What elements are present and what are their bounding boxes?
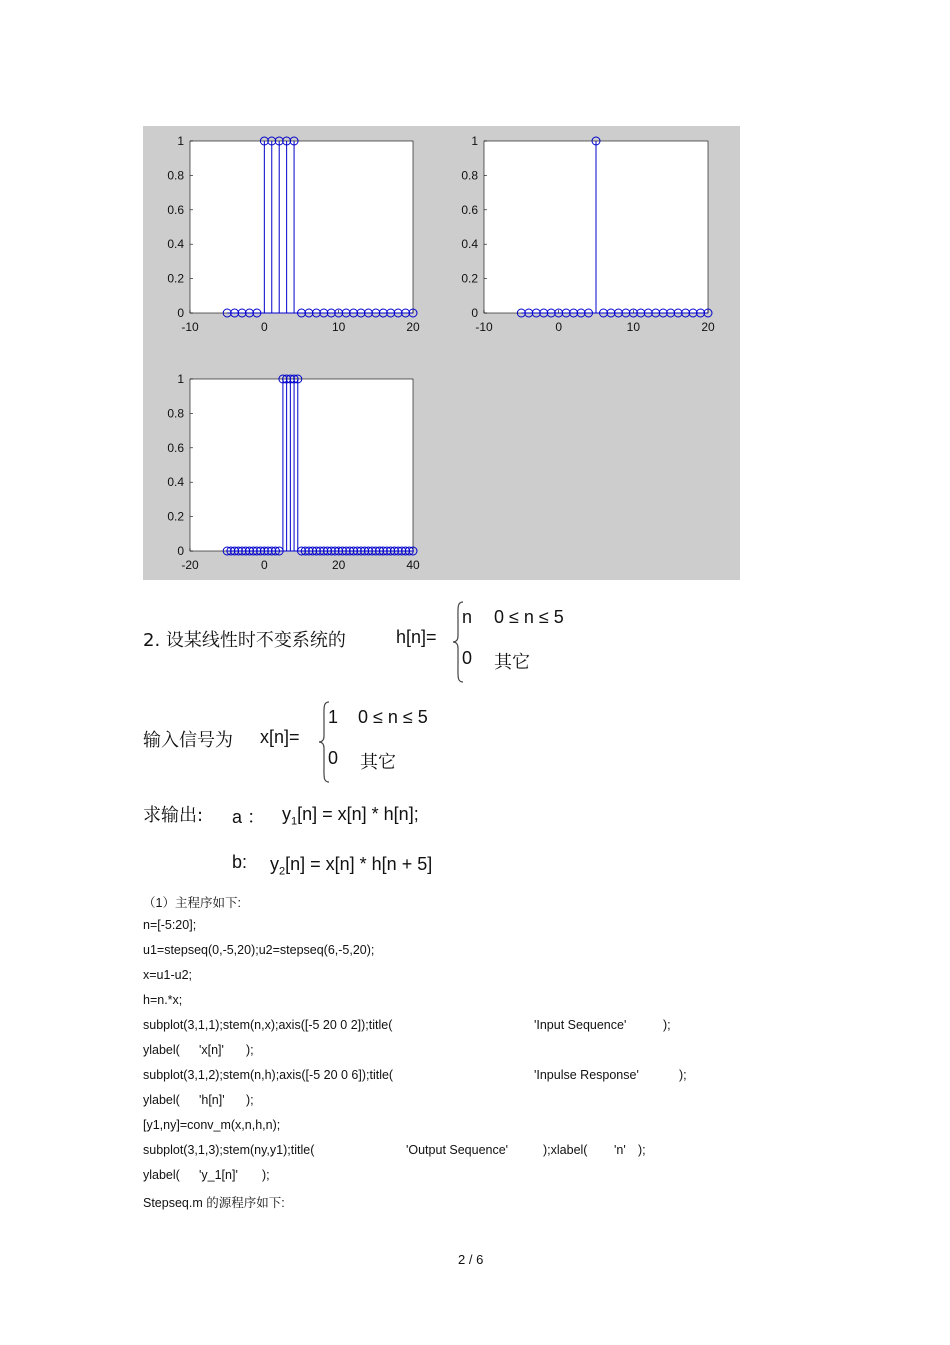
x-tick-label: 10 [331,320,346,334]
ask-text: 求输出: [143,805,204,826]
h-case2-cond: 其它 [494,652,530,673]
input-intro: 输入信号为 [143,730,233,751]
part-a-y: y [282,804,291,824]
y-tick-label: 1 [177,134,184,148]
code-line: h=n.*x; [143,993,183,1007]
x-tick-label: -10 [475,320,493,334]
h-case1-value: n [462,607,473,627]
code-heading: （1）主程序如下: [143,896,241,910]
part-b-label: b: [232,852,248,872]
code-string: 'y_1[n]' [199,1168,238,1182]
code-line-end: ); [246,1043,254,1057]
page-number: 2 / 6 [458,1252,484,1267]
y-tick-label: 0 [177,544,184,558]
code-line-end: ); [246,1093,254,1107]
part-b-y: y [270,854,279,874]
code-line: ylabel( [143,1168,180,1182]
code-line-end: ); [663,1018,671,1032]
code-line-mid: );xlabel( [543,1143,588,1157]
y-tick-label: 0.4 [461,237,478,252]
code-string: 'h[n]' [199,1093,225,1107]
code-string: 'n' [614,1143,626,1157]
part-b-rest: [n] = x[n] * h[n + 5] [285,854,433,874]
code-line: subplot(3,1,2);stem(n,h);axis([-5 20 0 6]);title( [143,1068,394,1082]
y-tick-label: 0.8 [167,406,184,421]
y-tick-label: 0.8 [167,168,184,183]
code-string: 'Output Sequence' [406,1143,509,1157]
y-tick-label: 0.4 [167,237,184,252]
code-line: ylabel( [143,1043,180,1057]
x-tick-label: -10 [181,320,199,334]
code-line: [y1,ny]=conv_m(x,n,h,n); [143,1118,281,1132]
x-label: x[n]= [260,727,300,747]
part-a-equation [282,804,419,828]
part-b-equation [270,854,432,878]
code-line-end: ); [262,1168,270,1182]
h-case2-value: 0 [462,648,473,668]
plot-area [190,141,413,313]
code-string: 'Inpulse Response' [534,1068,639,1082]
problem-intro-text: 设某线性时不变系统的 [165,630,346,651]
x-tick-label: -20 [181,558,199,572]
y-tick-label: 1 [177,372,184,386]
x-tick-label: 20 [406,320,420,334]
code-line: ylabel( [143,1093,180,1107]
x-tick-label: 0 [260,320,268,334]
stem-plot-x [167,134,420,334]
y-tick-label: 0 [471,306,478,320]
x-tick-label: 40 [406,558,420,572]
stem-plot-h [461,134,715,334]
x-tick-label: 0 [555,320,563,334]
x-tick-label: 0 [260,558,268,572]
x-case1-cond: 0 ≤ n ≤ 5 [358,707,428,727]
y-tick-label: 0.6 [167,202,184,217]
x-case2-cond: 其它 [360,752,396,773]
x-tick-label: 20 [331,558,346,572]
code-line-end: ); [679,1068,687,1082]
part-a-label: a ： [232,807,266,827]
x-tick-label: 10 [626,320,641,334]
code-line: subplot(3,1,1);stem(n,x);axis([-5 20 0 2]);title( [143,1018,393,1032]
y-tick-label: 0.6 [461,202,478,217]
stem-plot-y [167,372,420,572]
code-line: u1=stepseq(0,-5,20);u2=stepseq(6,-5,20); [143,943,375,957]
part-b-sub: 2 [279,865,286,878]
y-tick-label: 0.2 [461,271,478,286]
h-case1-cond: 0 ≤ n ≤ 5 [494,607,564,627]
code-line: Stepseq.m 的源程序如下: [143,1196,285,1210]
code-line-end: ); [638,1143,646,1157]
problem-intro [143,626,346,652]
x-tick-label: 20 [701,320,715,334]
stem-plots [143,126,740,580]
y-tick-label: 0 [177,306,184,320]
y-tick-label: 0.4 [167,475,184,490]
y-tick-label: 0.2 [167,271,184,286]
code-line: subplot(3,1,3);stem(ny,y1);title( [143,1143,315,1157]
x-case2-value: 0 [328,748,339,768]
figure-panel [143,126,740,580]
y-tick-label: 0.8 [461,168,478,183]
problem-number: 2. [143,630,161,651]
code-string: 'x[n]' [199,1043,224,1057]
h-label: h[n]= [396,627,437,647]
code-line: x=u1-u2; [143,968,192,982]
y-tick-label: 0.6 [167,440,184,455]
code-string: 'Input Sequence' [534,1018,627,1032]
code-line: n=[-5:20]; [143,918,197,932]
part-a-sub: 1 [291,815,298,828]
x-case1-value: 1 [328,707,339,727]
plot-area [190,379,413,551]
y-tick-label: 0.2 [167,509,184,524]
part-a-rest: [n] = x[n] * h[n]; [297,804,419,824]
y-tick-label: 1 [471,134,478,148]
